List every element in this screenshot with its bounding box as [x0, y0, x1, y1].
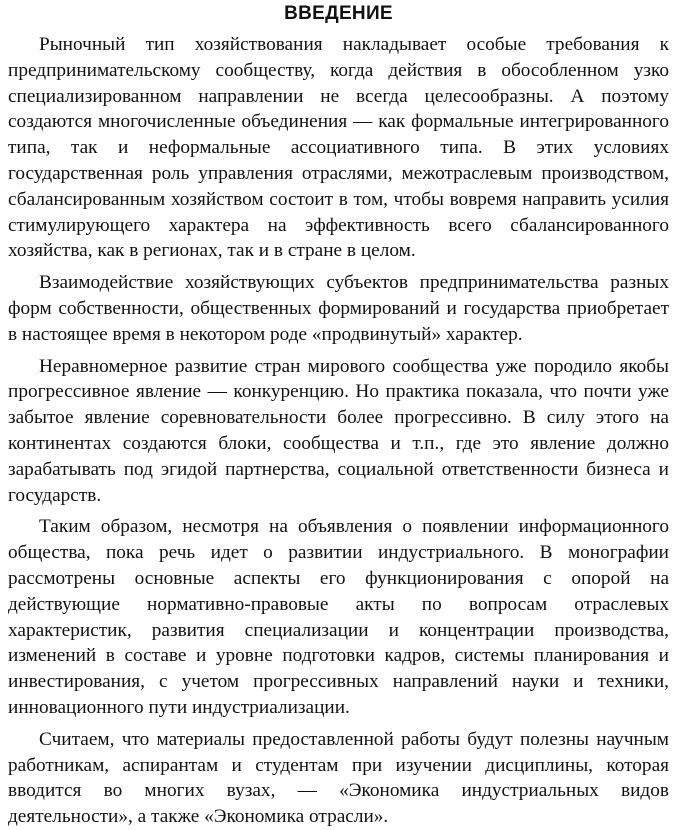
paragraph-5: Считаем, что материалы предоставленной работы будут полезны научным работникам, аспирантам и студентам при изучении дисциплины, которая вводится во многих вузах, — «Экономика индустриальных видов деятельности», а также «Экономика отрасли». [8, 728, 669, 828]
paragraph-3: Неравномерное развитие стран мирового сообщества уже породило якобы прогрессивное явление — конкуренцию. Но практика показала, что почти уже забытое явление соревновательности более прогрессивно. В силу этого на континентах создаются блоки, сообщества и т.п., где это явление должно зарабатывать под эгидой партнерства, социальной ответственности бизнеса и государств. [8, 355, 669, 506]
page-title: ВВЕДЕНИЕ [284, 3, 393, 24]
paragraph-4: Таким образом, несмотря на объявления о появлении информационного общества, пока речь идет о развитии индустриального. В монографии рассмотрены основные аспекты его функционирования с опорой на действующие нормативно-правовые акты по вопросам отраслевых характеристик, развития специализации и концентрации производства, изменений в составе и уровне подготовки кадров, системы планирования и инвестирования, с учетом прогрессивных направлений науки и техники, инновационного пути индустриализации. [8, 516, 669, 718]
paragraph-1: Рыночный тип хозяйствования накладывает особые требования к предпринимательскому сообществу, когда действия в обособленном узко специализированном направлении не всегда целесообразны. А поэтому создаются многочисленные объединения — как формальные интегрированного типа, так и неформальные ассоциативного типа. В этих условиях государственная роль управления отраслями, межотраслевым производством, сбалансированным хозяйством состоит в том, чтобы вовремя направить усилия стимулирующего характера на эффективность всего сбалансированного хозяйства, как в регионах, так и в стране в целом. [8, 34, 669, 262]
paragraph-2: Взаимодействие хозяйствующих субъектов предпринимательства разных форм собственности, общественных формирований и государства приобретает в настоящее время в некотором роде «продвинутый» характер. [8, 272, 669, 345]
